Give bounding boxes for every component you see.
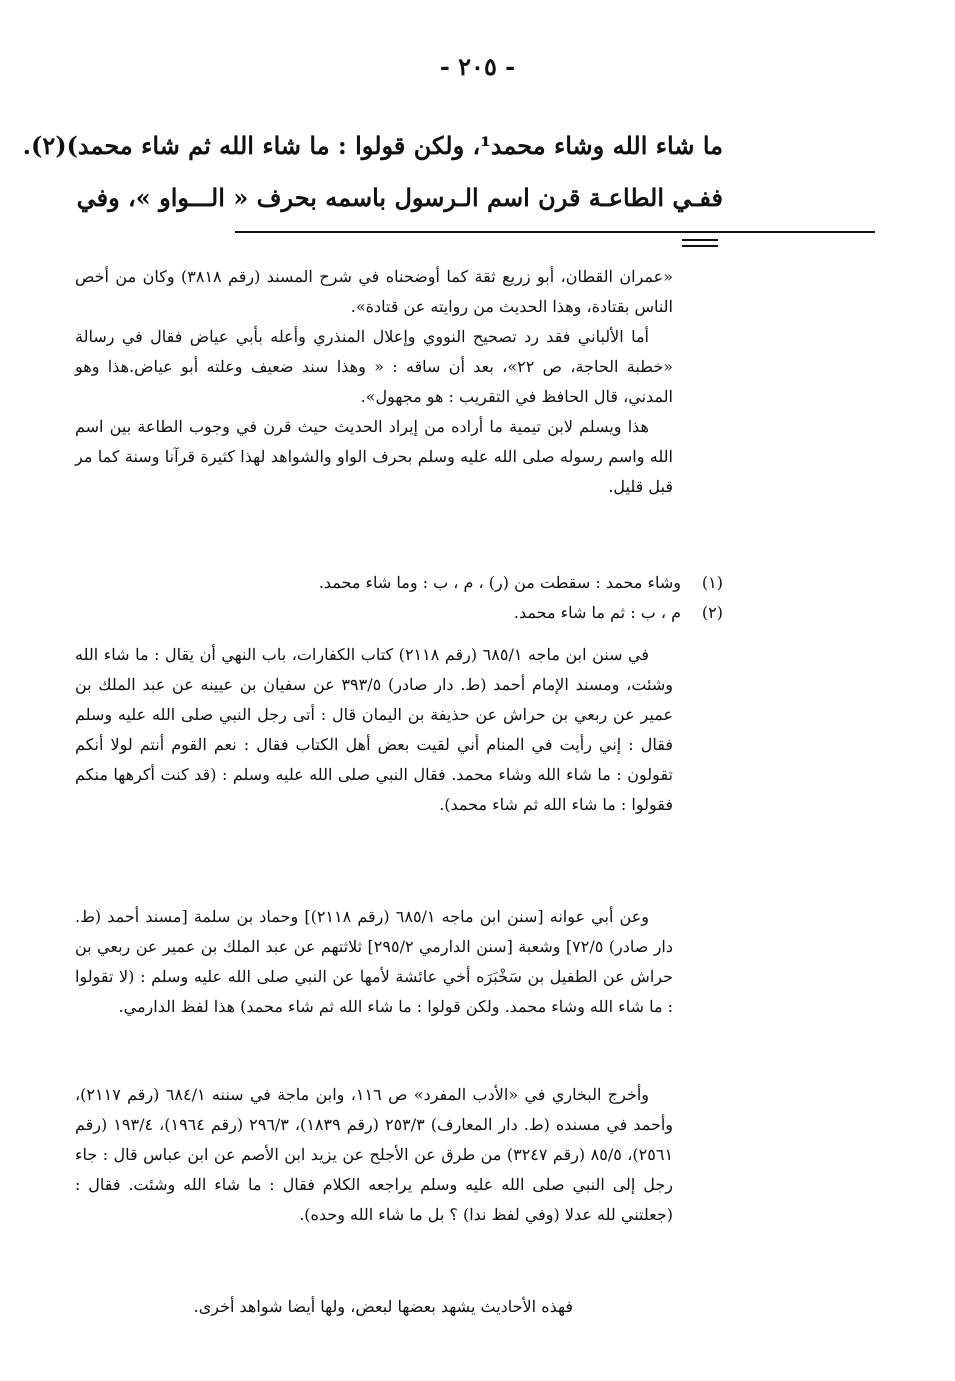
footnote-text: م ، ب : ثم ما شاء محمد.	[513, 603, 681, 622]
commentary-paragraph: وأخرج البخاري في «الأدب المفرد» ص ١١٦، وابن ماجة في سننه ٦٨٤/١ (رقم ٢١١٧)، وأحمد في مسنده (ط. دار المعارف) ٢٥٣/٣ (رقم ١٨٣٩)، ٢٩٦/٣ (رقم ١٩٦٤)، ١٩٣/٤ (رقم ٢٥٦١)، ٨٥/٥ (رقم ٣٢٤٧) من طرق عن الأجلح عن يزيد ابن الأصم عن ابن عباس قال : جاء رجل إلى النبي صلى الله عليه وسلم يراجعه الكلام فقال : ما شاء الله وشئت. فقال : (جعلتني لله عدلا (وفي لفظ ندا) ؟ بل ما شاء الله وحده).	[75, 1085, 674, 1224]
continuation-mark	[682, 245, 718, 247]
main-text-line: ما شاء الله وشاء محمد¹، ولكن قولوا : ما شاء الله ثم شاء محمد)(٢).	[22, 131, 723, 160]
footnote-marker: (١)	[701, 573, 723, 592]
commentary-block	[75, 902, 673, 1022]
footnote-separator	[235, 231, 875, 233]
page-number: - ٢٠٥ -	[439, 52, 516, 81]
commentary-block	[75, 1080, 673, 1230]
footnotes	[75, 568, 723, 628]
main-text-line: ففـي الطاعـة قرن اسم الـرسول باسمه بحرف « الـــواو »، وفي	[76, 183, 723, 212]
footnote-text: وشاء محمد : سقطت من (ر) ، م ، ب : وما شاء محمد.	[318, 573, 681, 592]
continuation-mark	[682, 239, 718, 241]
commentary-paragraph: «عمران القطان، أبو زريع ثقة كما أوضحناه في شرح المسند (رقم ٣٨١٨) وكان من أخص الناس بقتادة، وهذا الحديث من روايته عن قتادة».	[75, 267, 674, 316]
commentary-paragraph: هذا ويسلم لابن تيمية ما أراده من إيراد الحديث حيث قرن في وجوب الطاعة بين اسم الله واسم رسوله صلى الله عليه وسلم بحرف الواو والشواهد لهذا كثيرة قرآنا وسنة كما مر قبل قليل.	[75, 417, 673, 496]
commentary-block	[75, 262, 673, 502]
footnote	[75, 598, 723, 628]
commentary-paragraph: وعن أبي عوانه [سنن ابن ماجه ٦٨٥/١ (رقم ٢١١٨)] وحماد بن سلمة [مسند أحمد (ط. دار صادر) ٧٢/٥] وشعبة [سنن الدارمي ٢٩٥/٢] ثلاثتهم عن عبد الملك بن عمير عن ربعي بن حراش عن الطفيل بن سَخْبَرَه أخي عائشة لأمها عن النبي صلى الله عليه وسلم : (لا تقولوا : ما شاء الله وشاء محمد. ولكن قولوا : ما شاء الله ثم شاء محمد) هذا لفظ الدارمي.	[75, 907, 674, 1016]
footnote-marker: (٢)	[701, 603, 723, 622]
commentary-block	[75, 640, 673, 820]
closing-line: فهذه الأحاديث يشهد بعضها لبعض، ولها أيضا شواهد أخرى.	[193, 1297, 573, 1316]
footnote	[75, 568, 723, 598]
commentary-paragraph: في سنن ابن ماجه ٦٨٥/١ (رقم ٢١١٨) كتاب الكفارات، باب النهي أن يقال : ما شاء الله وشئت، ومسند الإمام أحمد (ط. دار صادر) ٣٩٣/٥ عن سفيان بن عيينه عن عبد الملك بن عمير عن ربعي بن حراش عن حذيفة بن اليمان قال : أتى رجل النبي صلى الله عليه وسلم فقال : إني رأيت في المنام أني لقيت بعض أهل الكتاب فقال : نعم القوم أنتم لولا أنكم تقولون : ما شاء الله وشاء محمد. فقال النبي صلى الله عليه وسلم : (قد كنت أكرهها منكم فقولوا : ما شاء الله ثم شاء محمد).	[75, 645, 674, 814]
main-text	[22, 120, 723, 224]
commentary-paragraph: أما الألباني فقد رد تصحيح النووي وإعلال المنذري وأعله بأبي عياض فقال في رسالة «خطبة الحاجة، ص ٢٢»، بعد أن ساقه : « وهذا سند ضعيف وعلته أبو عياض.هذا وهو المدني، قال الحافظ في التقريب : هو مجهول».	[75, 327, 674, 406]
